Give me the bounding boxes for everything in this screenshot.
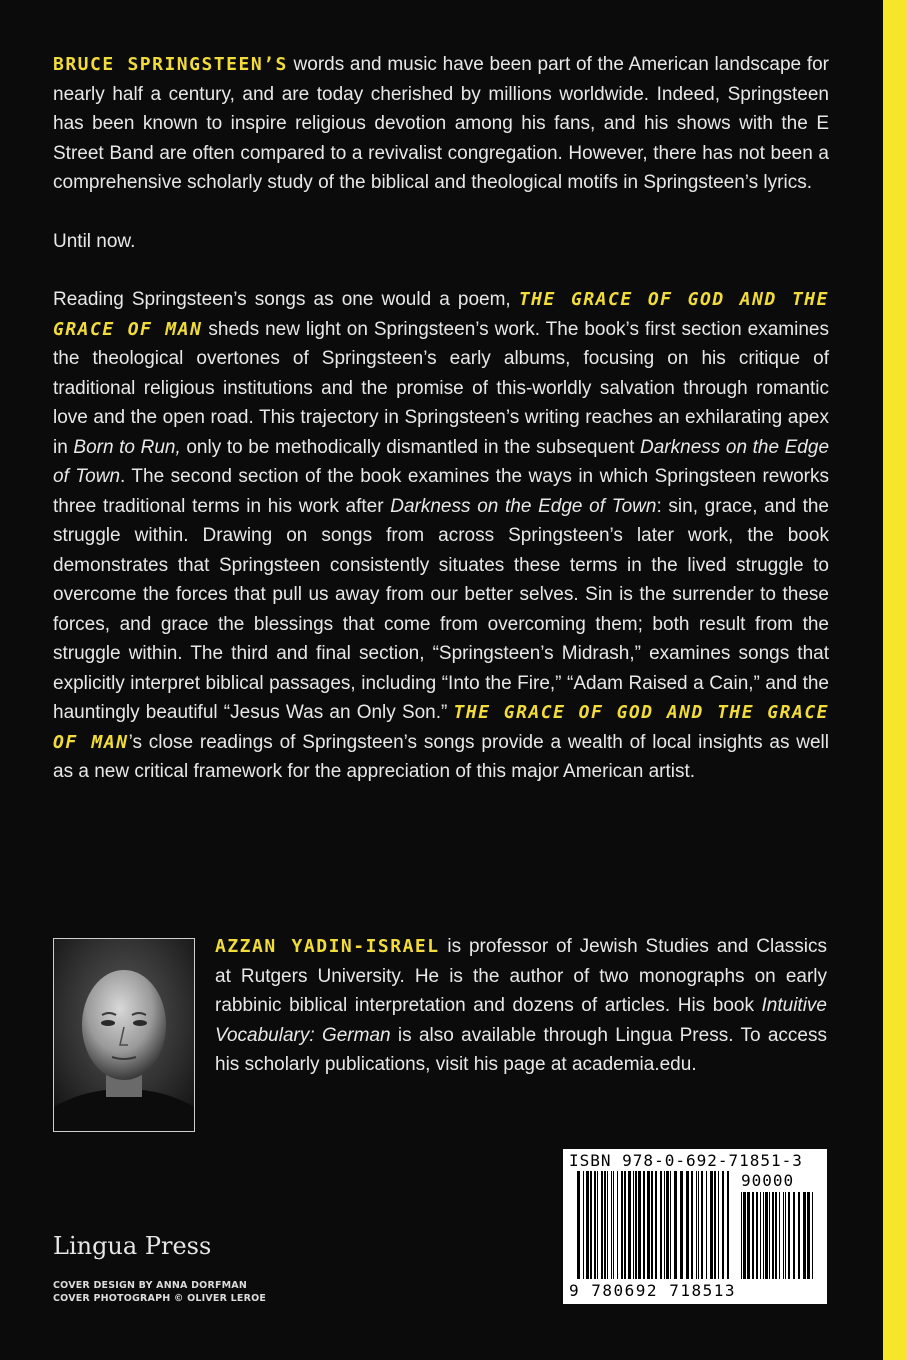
barcode-bar (674, 1171, 677, 1279)
barcode-bar (710, 1171, 713, 1279)
barcode-bars (577, 1171, 737, 1279)
barcode-bar (812, 1192, 813, 1279)
barcode-bar (577, 1171, 580, 1279)
album-title: Darkness on the Edge of Town (53, 436, 830, 487)
barcode-bar (807, 1192, 810, 1279)
barcode-bar (793, 1192, 795, 1279)
barcode-bar (604, 1171, 606, 1279)
barcode-bar (583, 1171, 584, 1279)
barcode-bar (747, 1192, 750, 1279)
barcode-bar (613, 1171, 614, 1279)
author-bio (215, 932, 827, 1080)
barcode-bar (635, 1171, 637, 1279)
barcode-bar (651, 1171, 653, 1279)
barcode-bar (655, 1171, 657, 1279)
blurb-paragraph-2: Until now. (53, 230, 136, 252)
barcode-bar (680, 1171, 683, 1279)
blurb-text: only to be methodically dismantled in the subsequent (180, 436, 641, 458)
cover-design-credit: COVER DESIGN BY ANNA DORFMAN (53, 1280, 248, 1291)
price-barcode-bars (741, 1192, 821, 1279)
barcode-bar (803, 1192, 806, 1279)
bio-text: is professor of Jewish Studies and Classics at Rutgers University. He is the author of two monographs on early rabbinic biblical interpretation and dozens of articles. His book (215, 936, 827, 1016)
barcode-bar (769, 1192, 770, 1279)
barcode-bar (586, 1171, 589, 1279)
artist-name-highlight: BRUCE SPRINGSTEEN’S (53, 54, 288, 75)
blurb-text: sheds new light on Springsteen’s work. The book’s first section examines the theological overtones of Springsteen’s early albums, focusing on his critique of traditional religious institutions and the promise of this-worldly salvation through romantic love and the open road. This trajectory in Springsteen’s writing reaches an exhilarating apex in (53, 318, 829, 458)
author-photo (53, 938, 195, 1132)
barcode-bar (621, 1171, 623, 1279)
book-title-highlight: THE GRACE OF GOD AND THE GRACE OF MAN (53, 289, 829, 340)
barcode-bar (691, 1171, 693, 1279)
isbn-digits: 9 780692 718513 (569, 1281, 736, 1300)
isbn-label: ISBN 978-0-692-71851-3 (569, 1151, 803, 1170)
cover-credits (53, 1279, 266, 1305)
barcode-bar (670, 1171, 671, 1279)
barcode-bar (660, 1171, 662, 1279)
barcode-bar (775, 1192, 777, 1279)
bio-text: is also available through Lingua Press. To access his scholarly publications, visit his page at academia.edu. (215, 1024, 827, 1075)
barcode-bar (594, 1171, 596, 1279)
barcode-bar (607, 1171, 608, 1279)
blurb-text: ’s close readings of Springsteen’s songs provide a wealth of local insights as well as a new critical framework for the appreciation of this major American artist. (53, 731, 829, 782)
barcode-bar (706, 1171, 707, 1279)
barcode-bar (633, 1171, 634, 1279)
cover-photo-credit: COVER PHOTOGRAPH © OLIVER LEROE (53, 1293, 267, 1304)
author-bio-paragraph (215, 932, 827, 1080)
barcode-bar (597, 1171, 598, 1279)
barcode-bar (772, 1192, 774, 1279)
barcode-bar (743, 1192, 746, 1279)
album-title: Born to Run, (73, 436, 181, 458)
barcode-bar (756, 1192, 758, 1279)
barcode-bar (701, 1171, 703, 1279)
barcode-bar (624, 1171, 626, 1279)
barcode-bar (765, 1192, 768, 1279)
barcode-bar (638, 1171, 641, 1279)
blurb-paragraph-1 (53, 50, 829, 198)
barcode-bar (760, 1192, 761, 1279)
blurb-text: Reading Springsteen’s songs as one would a poem, (53, 289, 519, 310)
blurb-text: . The second section of the book examines the ways in which Springsteen reworks three traditional terms in his work after (53, 466, 829, 517)
book-title-highlight: THE GRACE OF GOD AND THE GRACE OF MAN (53, 702, 829, 753)
barcode-bar (763, 1192, 764, 1279)
barcode-bar (788, 1192, 790, 1279)
isbn-barcode (563, 1149, 827, 1304)
barcode-bar (666, 1171, 669, 1279)
barcode-bar (722, 1171, 724, 1279)
barcode-bar (664, 1171, 665, 1279)
other-book-title: Intuitive Vocabulary: German (215, 995, 827, 1046)
blurb-text: words and music have been part of the American landscape for nearly half a century, and are today cherished by millions worldwide. Indeed, Springsteen has been known to inspire religious devotion among his fans, and his shows with the E Street Band are often compared to a revivalist congregation. However, there has not been a comprehensive scholarly study of the biblical and theological motifs in Springsteen’s lyrics. (53, 54, 829, 193)
back-cover-blurb (53, 50, 829, 787)
price-code: 90000 (741, 1171, 795, 1190)
barcode-bar (783, 1192, 784, 1279)
album-title: Darkness on the Edge of Town (390, 495, 657, 517)
barcode-bar (617, 1171, 618, 1279)
barcode-bar (696, 1171, 697, 1279)
barcode-bar (785, 1192, 786, 1279)
blurb-text: : sin, grace, and the struggle within. Drawing on songs from across Springsteen’s later work, the book demonstrates that Springsteen consistently situates these terms in the lived struggle to overcome the forces that pull us away from our better selves. Sin is the surrender to these forces, and grace the blessings that come from overcoming them; both result from the struggle within. The third and final section, “Springsteen’s Midrash,” examines songs that explicitly interpret biblical passages, including “Into the Fire,” “Adam Raised a Cain,” and the hauntingly beautiful “Jesus Was an Only Son.” (53, 495, 829, 723)
barcode-bar (779, 1192, 780, 1279)
barcode-bar (686, 1171, 689, 1279)
barcode-bar (727, 1171, 729, 1279)
barcode-bar (647, 1171, 650, 1279)
barcode-bar (628, 1171, 631, 1279)
barcode-bar (752, 1192, 754, 1279)
barcode-bar (590, 1171, 592, 1279)
barcode-bar (698, 1171, 699, 1279)
barcode-bar (611, 1171, 612, 1279)
author-name: AZZAN YADIN-ISRAEL (215, 936, 440, 957)
barcode-bar (741, 1192, 742, 1279)
barcode-bar (718, 1171, 719, 1279)
yellow-edge-stripe (883, 0, 907, 1360)
barcode-bar (601, 1171, 603, 1279)
barcode-bar (798, 1192, 800, 1279)
publisher-logo: Lingua Press (53, 1232, 212, 1260)
barcode-bar (643, 1171, 645, 1279)
barcode-bar (714, 1171, 716, 1279)
blurb-paragraph-3 (53, 285, 829, 787)
